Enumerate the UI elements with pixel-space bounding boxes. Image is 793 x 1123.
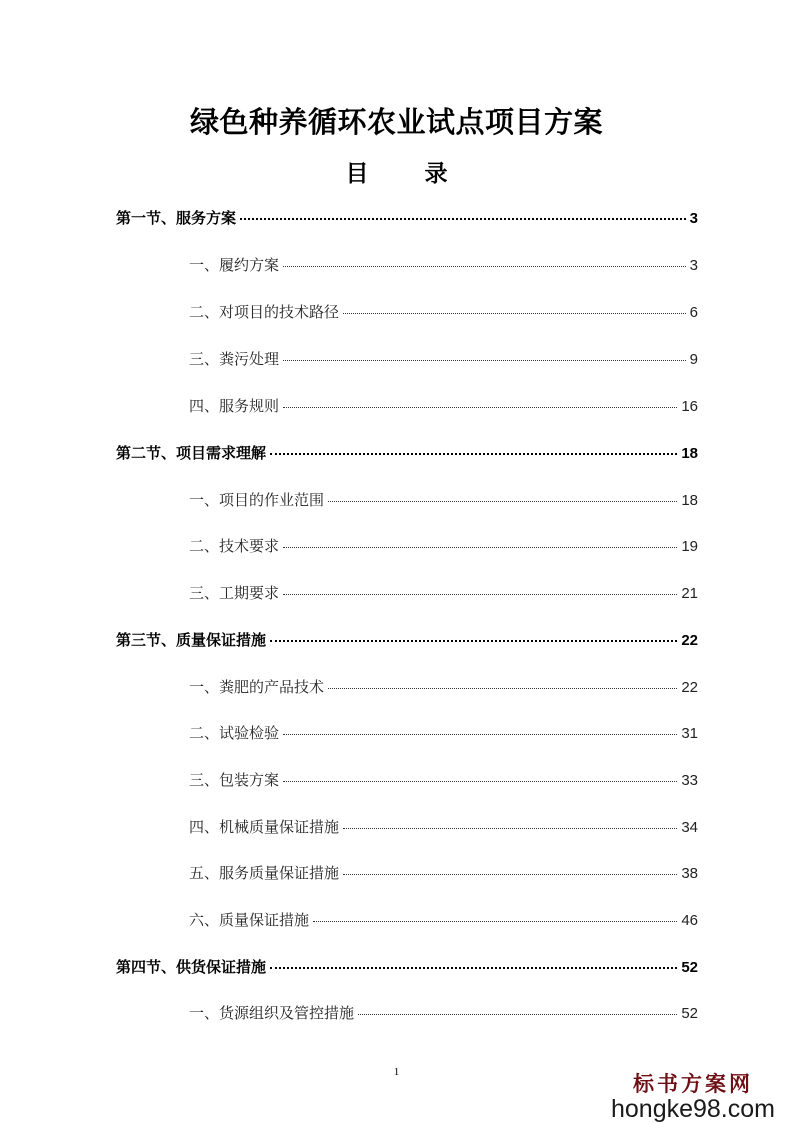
toc-entry[interactable]: [189, 1003, 698, 1024]
toc-entry[interactable]: [189, 723, 698, 744]
toc-entry-page: 16: [681, 398, 698, 415]
toc-entry[interactable]: [116, 957, 698, 978]
toc-leader: [283, 360, 686, 361]
toc-entry-label: 四、服务规则: [189, 397, 280, 415]
toc-entry[interactable]: [189, 677, 698, 698]
toc-entry-label: 四、机械质量保证措施: [189, 818, 340, 836]
toc-entry-page: 31: [681, 725, 698, 742]
toc-leader: [343, 313, 686, 314]
toc-entry-page: 34: [681, 819, 698, 836]
toc-entry[interactable]: [189, 302, 698, 323]
toc-entry[interactable]: [116, 630, 698, 651]
toc-entry-page: 18: [681, 492, 698, 509]
toc-entry-page: 6: [689, 304, 698, 321]
toc-entry[interactable]: [189, 770, 698, 791]
toc-entry-page: 22: [681, 679, 698, 696]
toc-leader: [270, 967, 677, 969]
toc-entry[interactable]: [189, 349, 698, 370]
toc-entry-page: 52: [681, 959, 698, 976]
toc-leader: [270, 640, 677, 642]
toc-entry-label: 二、对项目的技术路径: [189, 303, 340, 321]
toc-entry-label: 一、项目的作业范围: [189, 491, 325, 509]
toc-leader: [283, 407, 677, 408]
toc-entry-label: 一、履约方案: [189, 256, 280, 274]
toc-entry-label: 三、包装方案: [189, 771, 280, 789]
toc-entry-label: 二、技术要求: [189, 537, 280, 555]
toc-entry[interactable]: [116, 208, 698, 229]
toc-entry[interactable]: [189, 910, 698, 931]
toc-entry-label: 六、质量保证措施: [189, 911, 310, 929]
toc-entry[interactable]: [189, 583, 698, 604]
toc-leader: [283, 266, 686, 267]
toc-leader: [283, 781, 677, 782]
toc-entry-label: 一、粪肥的产品技术: [189, 678, 325, 696]
toc-entry-page: 46: [681, 912, 698, 929]
watermark: [611, 1068, 775, 1122]
toc-entry-page: 18: [681, 445, 698, 462]
watermark-url: hongke98.com: [610, 1095, 775, 1123]
watermark-site-name: 标书方案网: [632, 1071, 753, 1096]
toc-entry-page: 52: [681, 1005, 698, 1022]
toc-leader: [240, 218, 686, 220]
toc-leader: [328, 501, 677, 502]
toc-entry-label: 第一节、服务方案: [116, 209, 237, 227]
toc-entry-label: 一、货源组织及管控措施: [189, 1004, 355, 1022]
toc-leader: [283, 594, 677, 595]
toc-entry[interactable]: [189, 255, 698, 276]
document-title: 绿色种养循环农业试点项目方案: [189, 105, 603, 139]
toc-entry-page: 3: [689, 257, 698, 274]
toc-leader: [313, 921, 677, 922]
toc-leader: [283, 734, 677, 735]
toc-entry[interactable]: [189, 817, 698, 838]
toc-entry-label: 三、工期要求: [189, 584, 280, 602]
toc-leader: [358, 1014, 677, 1015]
toc-entry-page: 3: [689, 210, 698, 227]
toc-entry-page: 22: [681, 632, 698, 649]
toc-leader: [328, 688, 677, 689]
toc-leader: [343, 874, 677, 875]
toc-entry-label: 第二节、项目需求理解: [116, 444, 267, 462]
toc-entry[interactable]: [189, 490, 698, 511]
toc-entry-label: 三、粪污处理: [189, 350, 280, 368]
toc-entry-page: 21: [681, 585, 698, 602]
toc-entry-page: 38: [681, 865, 698, 882]
toc-entry-label: 第三节、质量保证措施: [116, 631, 267, 649]
toc-entry[interactable]: [189, 863, 698, 884]
toc-entry-page: 19: [681, 538, 698, 555]
toc-entry-page: 33: [681, 772, 698, 789]
toc-entry-page: 9: [689, 351, 698, 368]
toc-entry[interactable]: [189, 396, 698, 417]
toc-heading: 目 录: [345, 161, 472, 187]
toc-leader: [283, 547, 677, 548]
toc-entry-label: 五、服务质量保证措施: [189, 864, 340, 882]
toc-leader: [343, 828, 677, 829]
toc-leader: [270, 453, 677, 455]
toc-entry-label: 第四节、供货保证措施: [116, 958, 267, 976]
page-number: 1: [393, 1066, 400, 1078]
toc-entry-label: 二、试验检验: [189, 724, 280, 742]
toc-entry[interactable]: [189, 536, 698, 557]
toc-entry[interactable]: [116, 443, 698, 464]
